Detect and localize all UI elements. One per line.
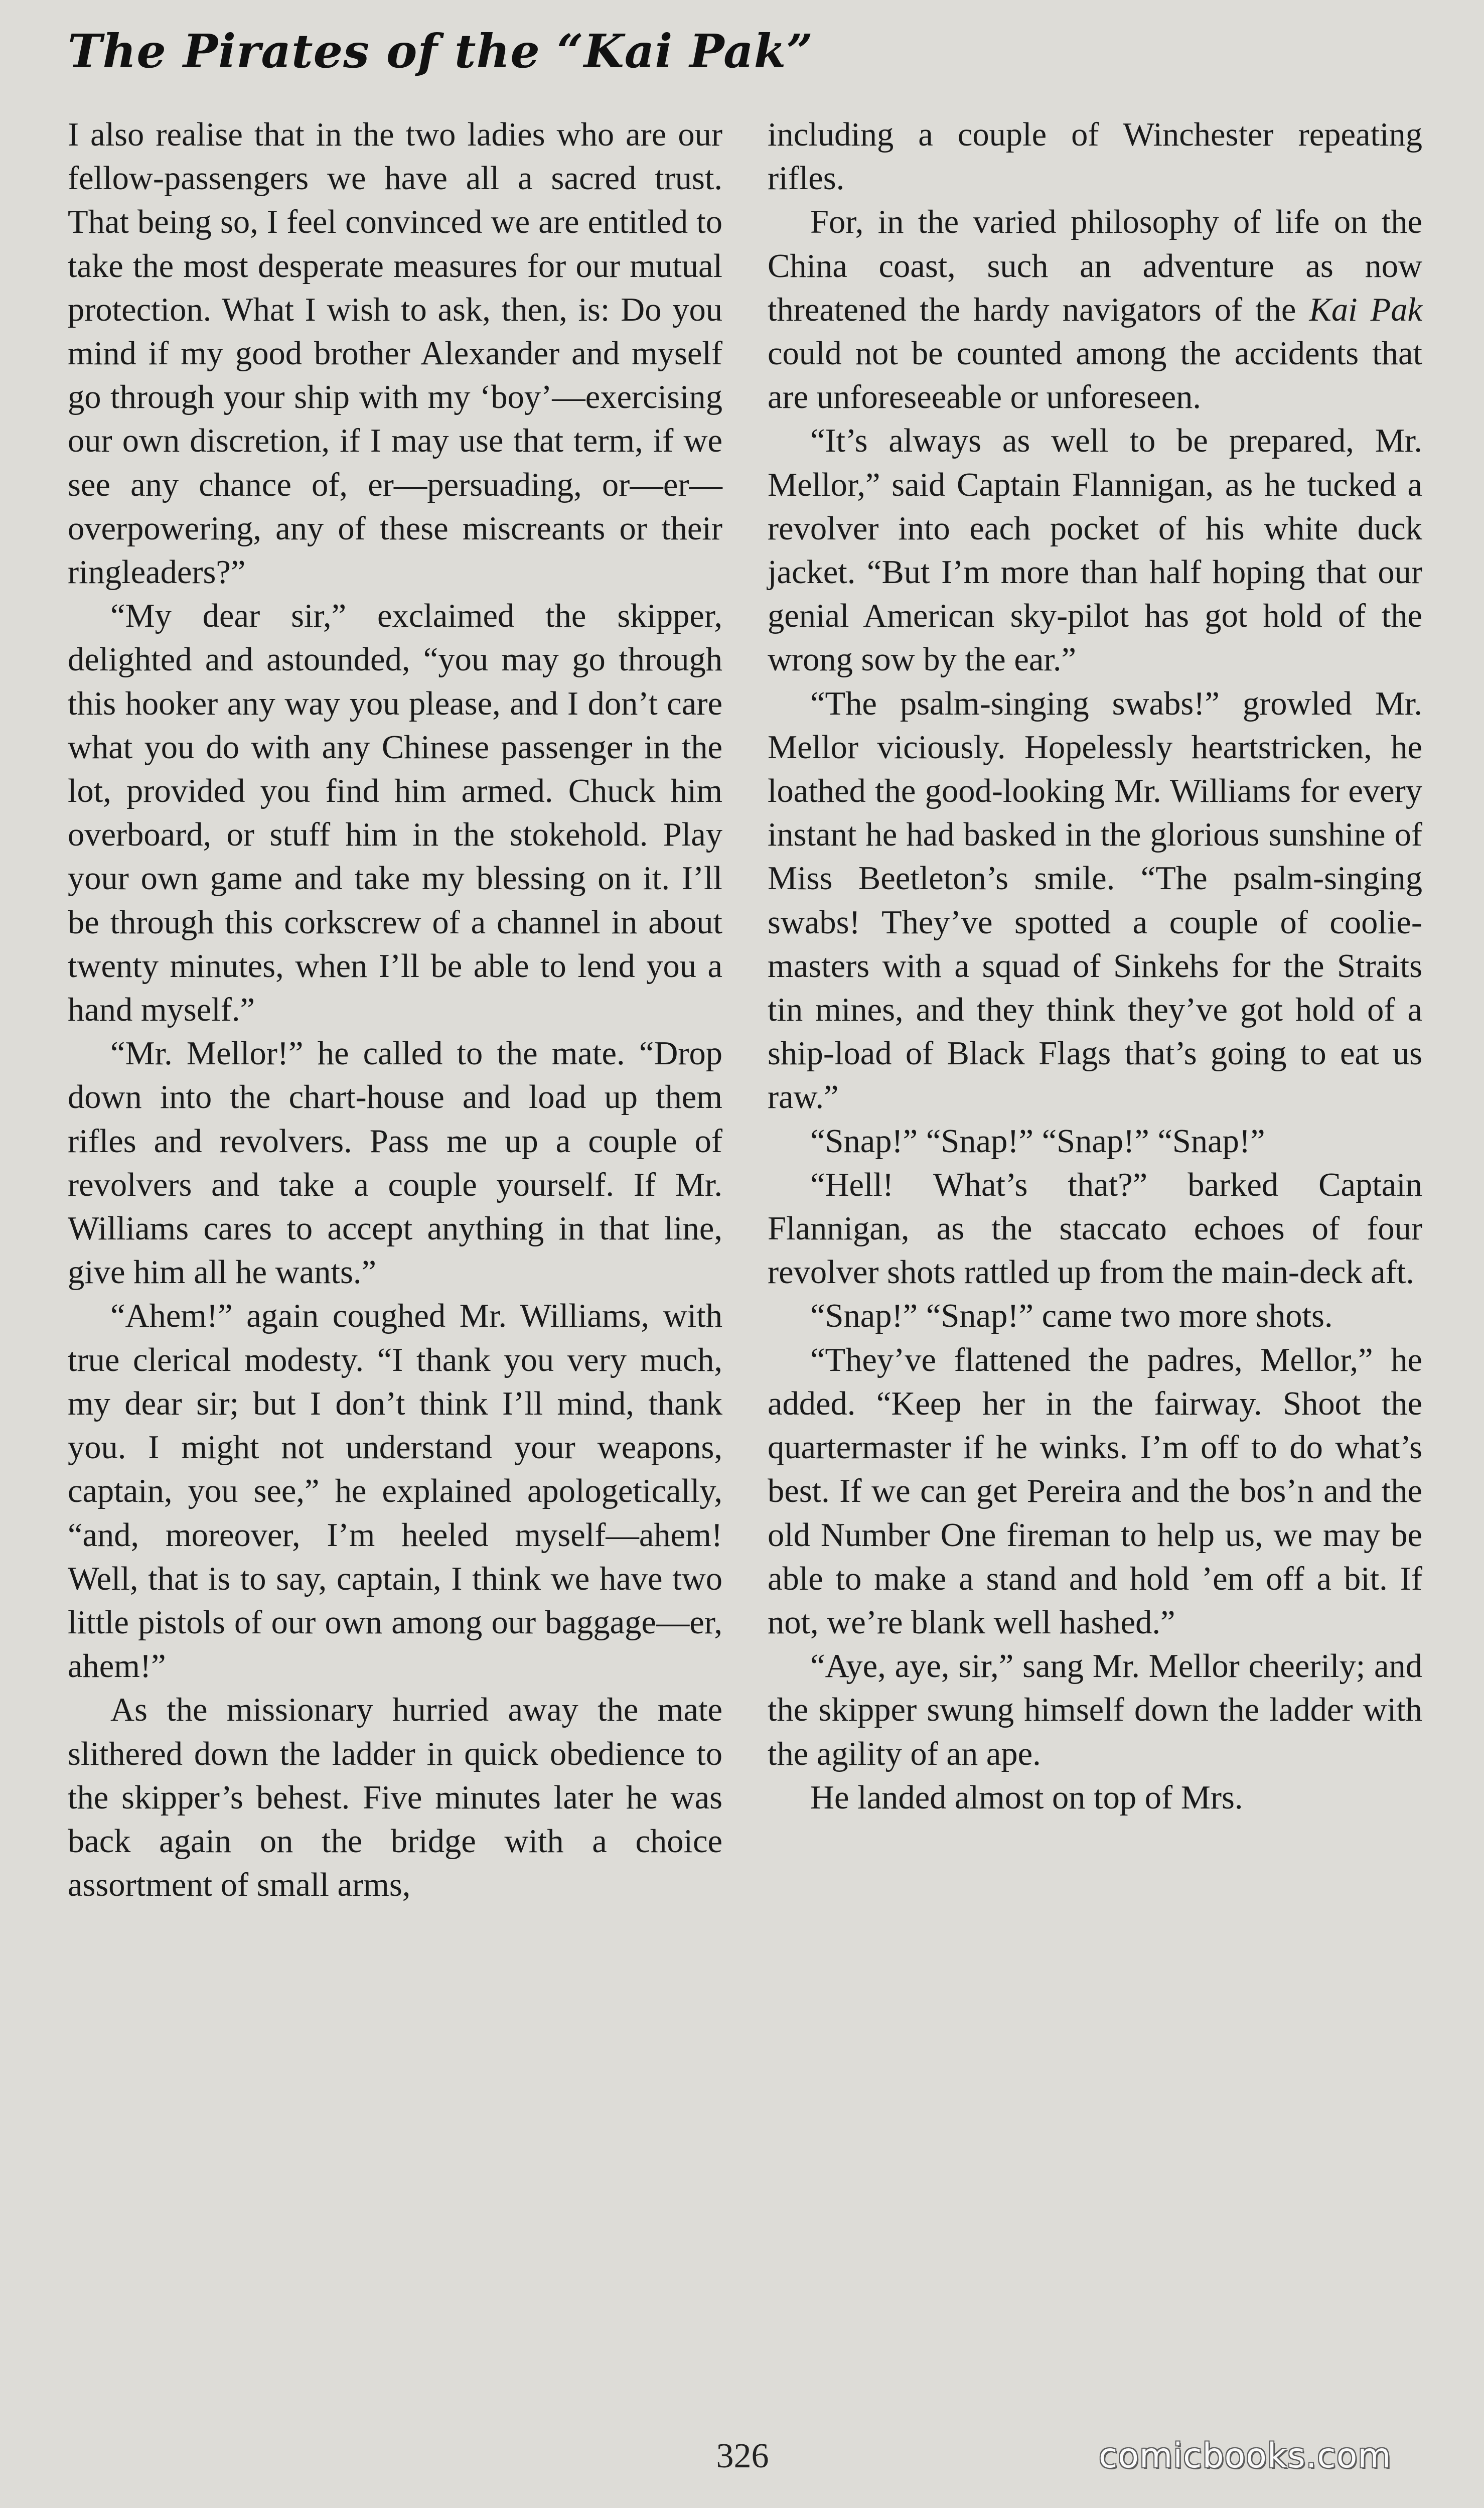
paragraph: including a couple of Winchester repeating rifles.: [768, 116, 1422, 197]
paragraph: “They’ve flattened the padres, Mellor,” he added. “Keep her in the fairway. Shoot the quartermaster if he winks. I’m off to do what’s best. If we can get Pereira and the bos’n and the old Number One fireman to help us, we may be able to make a stand and hold ’em off a bit. If not, we’re blank well hashed.”: [768, 1341, 1422, 1641]
paragraph: “Snap!” “Snap!” “Snap!” “Snap!”: [810, 1123, 1265, 1160]
paragraph-text: For, in the varied philosophy of life on the China coast, such an adventure as now threatened the hardy navigators of the: [768, 204, 1422, 328]
paragraph-text: could not be counted among the accidents that are unforeseeable or unforeseen.: [768, 335, 1422, 416]
story-title: The Pirates of the “Kai Pak”: [68, 24, 814, 78]
right-column: [768, 113, 1422, 1820]
site-watermark: comicbooks.com: [1099, 2436, 1392, 2476]
paragraph: “My dear sir,” exclaimed the skipper, delighted and astounded, “you may go through this hooker any way you please, and I don’t care what you do with any Chinese passenger in the lot, provided you find him armed. Chuck him overboard, or stuff him in the stokehold. Play your own game and take my blessing on it. I’ll be through this corkscrew of a channel in about twenty minutes, when I’ll be able to lend you a hand myself.”: [68, 598, 722, 1029]
page-number: 326: [716, 2437, 769, 2475]
paragraph: As the missionary hurried away the mate slithered down the ladder in quick obedience to the skipper’s behest. Five minutes later he was back again on the bridge with a choice assortment of small arms,: [68, 1692, 722, 1904]
paragraph: “Snap!” “Snap!” came two more shots.: [810, 1298, 1333, 1335]
paragraph: “Ahem!” again coughed Mr. Williams, with true clerical modesty. “I thank you very much, my dear sir; but I don’t think I’ll mind, thank you. I might not understand your weapons, captain, you see,” he explained apologetically, “and, moreover, I’m heeled myself—ahem! Well, that is to say, captain, I think we have two little pistols of our own among our baggage—er, ahem!”: [68, 1298, 722, 1685]
paragraph: I also realise that in the two ladies who are our fellow-passengers we have all a sacred trust. That being so, I feel convinced we are entitled to take the most desperate measures for our mutual protection. What I wish to ask, then, is: Do you mind if my good brother Alexander and myself go through your ship with my ‘boy’—exercising our own discretion, if I may use that term, if we see any chance of, er—persuading, or—er—overpowering, any of these miscreants or their ringleaders?”: [68, 116, 722, 591]
paragraph: “The psalm-singing swabs!” growled Mr. Mellor viciously. Hopelessly heartstricken, he loathed the good-looking Mr. Williams for every instant he had basked in the glorious sunshine of Miss Beetleton’s smile. “The psalm-singing swabs! They’ve spotted a couple of coolie-masters with a squad of Sinkehs for the Straits tin mines, and they think they’ve got hold of a ship-load of Black Flags that’s going to eat us raw.”: [768, 685, 1422, 1116]
paragraph: “Hell! What’s that?” barked Captain Flannigan, as the staccato echoes of four revolver shots rattled up from the main-deck aft.: [768, 1166, 1422, 1291]
ship-name-italic: Kai Pak: [1309, 291, 1422, 328]
paragraph: He landed almost on top of Mrs.: [810, 1779, 1243, 1816]
paragraph-with-ship-name: [768, 200, 1422, 419]
paragraph: “Aye, aye, sir,” sang Mr. Mellor cheerily; and the skipper swung himself down the ladder with the agility of an ape.: [768, 1648, 1422, 1772]
paragraph: “Mr. Mellor!” he called to the mate. “Drop down into the chart-house and load up them rifles and revolvers. Pass me up a couple of revolvers and take a couple yourself. If Mr. Williams cares to accept anything in that line, give him all he wants.”: [68, 1035, 722, 1291]
left-column: [68, 113, 722, 1907]
paragraph: “It’s always as well to be prepared, Mr. Mellor,” said Captain Flannigan, as he tucked a revolver into each pocket of his white duck jacket. “But I’m more than half hoping that our genial American sky-pilot has got hold of the wrong sow by the ear.”: [768, 423, 1422, 678]
